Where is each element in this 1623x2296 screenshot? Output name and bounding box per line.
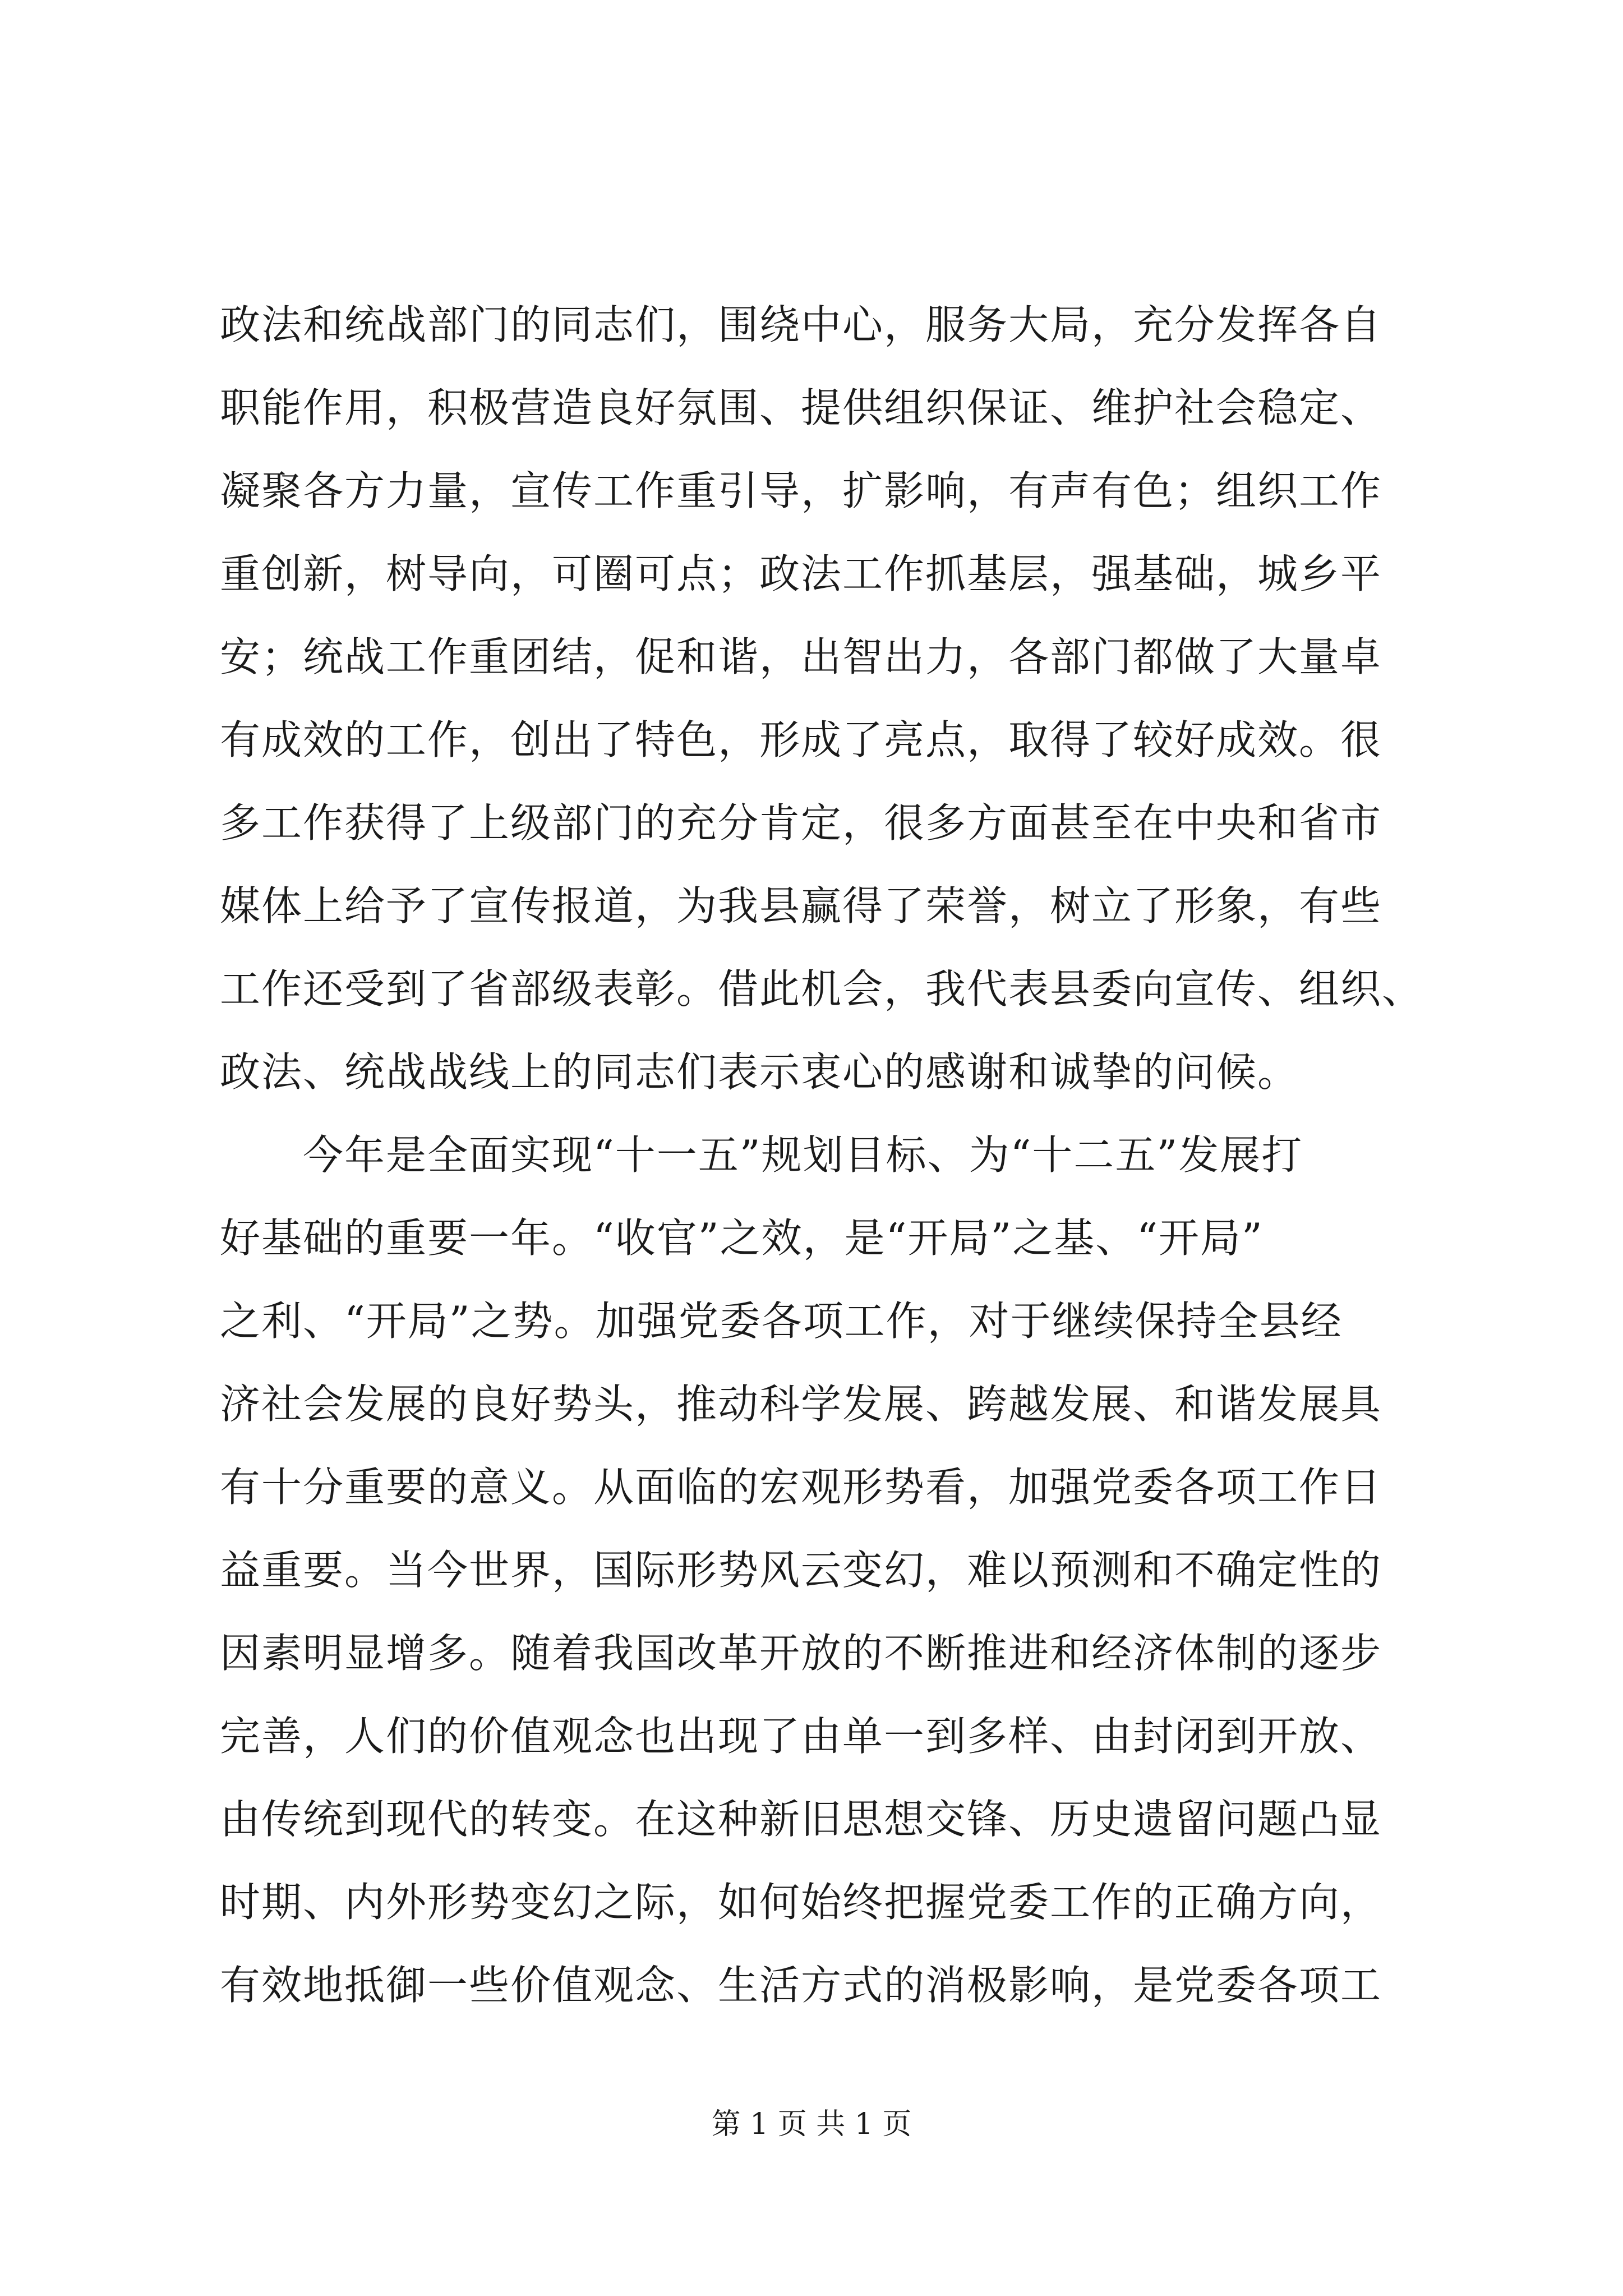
text-line-19: 由传统到现代的转变。在这种新旧思想交锋、历史遗留问题凸显: [220, 1796, 1382, 1843]
text-line-12: 好基础的重要一年。“收官”之效，是“开局”之基、“开局”: [220, 1214, 1264, 1262]
text-line-5: 安；统战工作重团结，促和谐，出智出力，各部门都做了大量卓: [220, 633, 1382, 680]
text-line-13: 之利、“开局”之势。加强党委各项工作，对于继续保持全县经: [220, 1297, 1343, 1345]
text-line-2: 职能作用，积极营造良好氛围、提供组织保证、维护社会稳定、: [220, 384, 1382, 431]
text-line-4: 重创新，树导向，可圈可点；政法工作抓基层，强基础，城乡平: [220, 550, 1382, 597]
text-line-17: 因素明显增多。随着我国改革开放的不断推进和经济体制的逐步: [220, 1630, 1382, 1677]
text-line-16: 益重要。当今世界，国际形势风云变幻，难以预测和不确定性的: [220, 1547, 1382, 1594]
text-line-15: 有十分重要的意义。从面临的宏观形势看，加强党委各项工作日: [220, 1464, 1382, 1511]
text-line-9: 工作还受到了省部级表彰。借此机会，我代表县委向宣传、组织、: [220, 965, 1424, 1013]
text-line-7: 多工作获得了上级部门的充分肯定，很多方面甚至在中央和省市: [220, 799, 1382, 846]
text-line-3: 凝聚各方力量，宣传工作重引导，扩影响，有声有色；组织工作: [220, 467, 1382, 514]
text-line-14: 济社会发展的良好势头，推动科学发展、跨越发展、和谐发展具: [220, 1381, 1382, 1428]
text-line-8: 媒体上给予了宣传报道，为我县赢得了荣誉，树立了形象，有些: [220, 882, 1382, 930]
text-line-10: 政法、统战战线上的同志们表示衷心的感谢和诚挚的问候。: [220, 1048, 1299, 1096]
text-line-18: 完善，人们的价值观念也出现了由单一到多样、由封闭到开放、: [220, 1713, 1382, 1760]
page-number-footer: 第 1 页 共 1 页: [711, 2108, 912, 2141]
text-line-6: 有成效的工作，创出了特色，形成了亮点，取得了较好成效。很: [220, 716, 1382, 763]
document-body: [220, 283, 1424, 2027]
paragraph-2-first-line: 今年是全面实现“十一五”规划目标、为“十二五”发展打: [303, 1131, 1303, 1179]
text-line-1: 政法和统战部门的同志们，围绕中心，服务大局，充分发挥各自: [220, 301, 1382, 348]
text-line-21: 有效地抵御一些价值观念、生活方式的消极影响，是党委各项工: [220, 1962, 1382, 2009]
text-line-20: 时期、内外形势变幻之际，如何始终把握党委工作的正确方向，: [220, 1879, 1382, 1926]
